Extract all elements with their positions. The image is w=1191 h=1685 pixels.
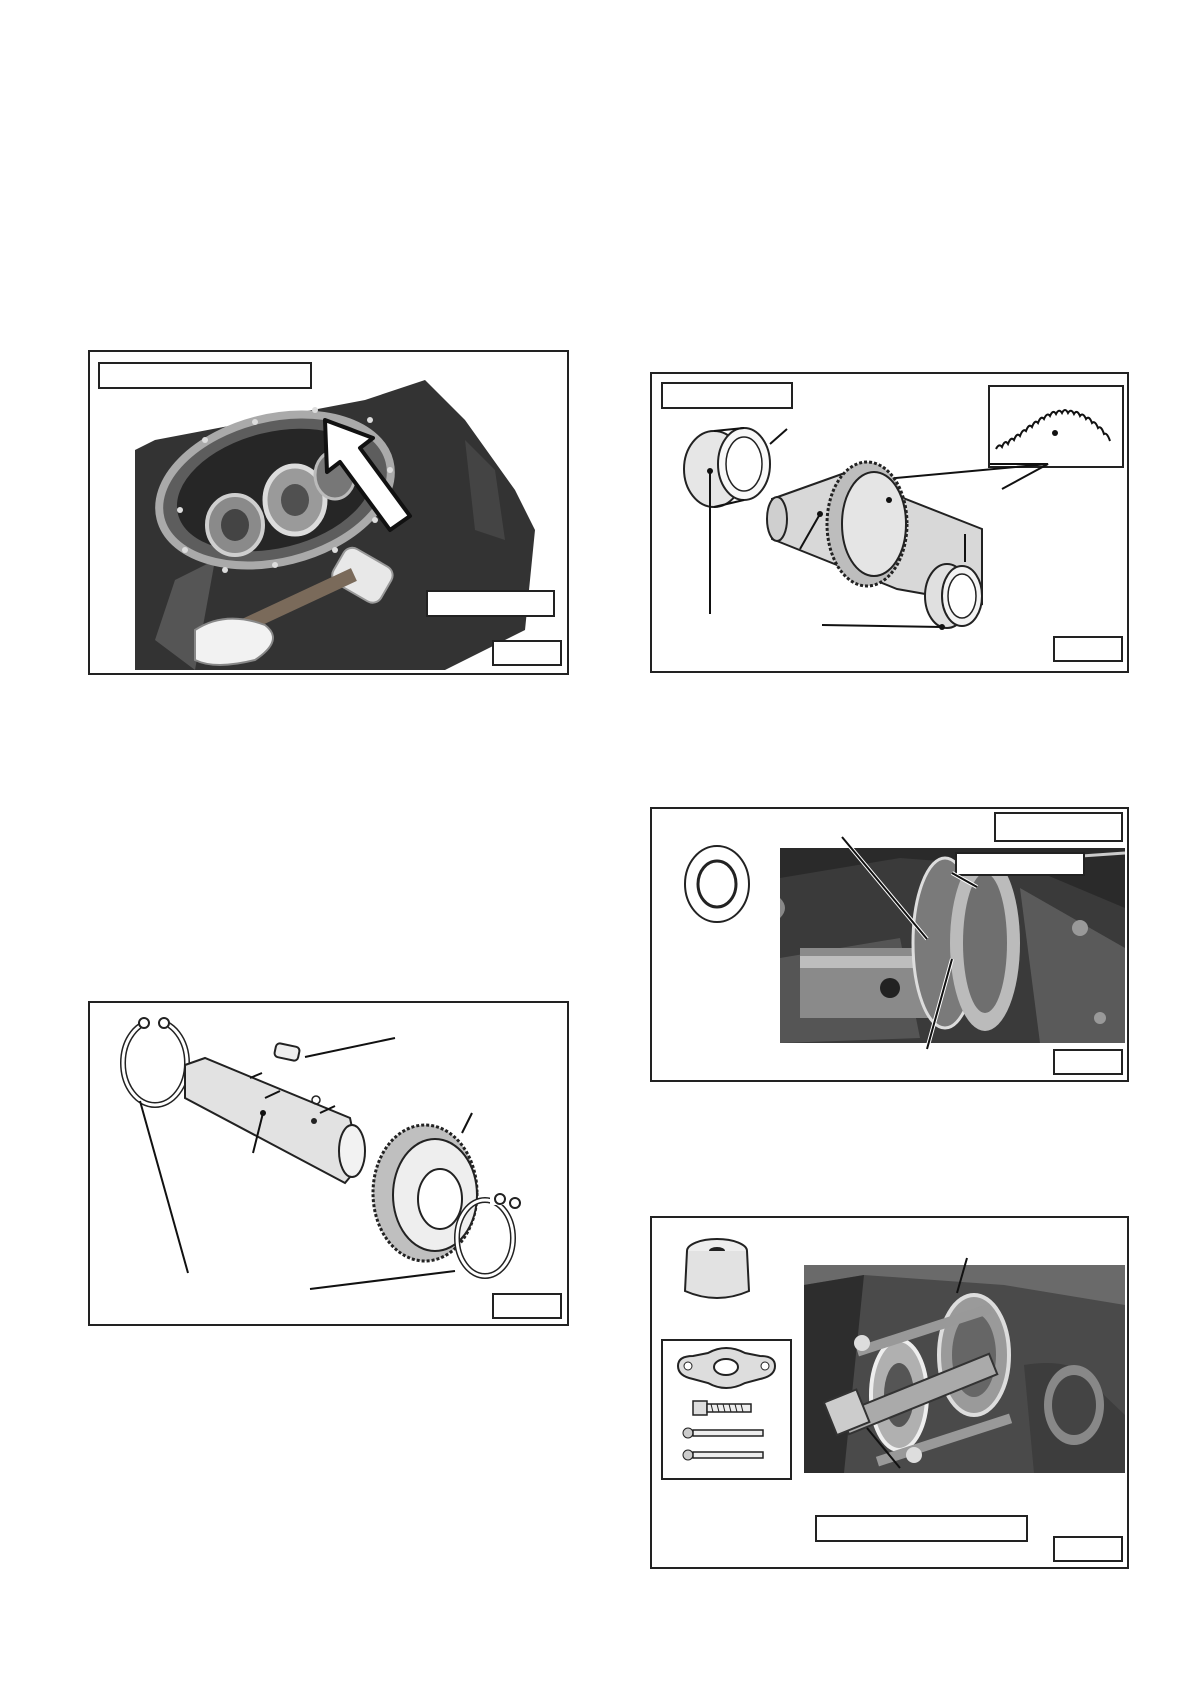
figure-number-box: [1053, 636, 1123, 662]
shaft-circlip-drawing: [90, 1003, 567, 1324]
figure-gear-shaft-bearings: [650, 372, 1129, 673]
gear-shaft-drawing: [652, 374, 1127, 671]
tool-kit-inset: [661, 1339, 792, 1480]
tool-callout-box: [426, 590, 555, 617]
puller-photo: [804, 1265, 1125, 1473]
gearbox-photo: [135, 380, 535, 670]
figure-number-box: [1053, 1536, 1123, 1562]
figure-number-box: [492, 1293, 562, 1319]
tool-caption-box: [815, 1515, 1028, 1542]
figure-gearbox-mallet: [88, 350, 569, 675]
seal-photo: [780, 848, 1125, 1043]
figure-number-box: [492, 640, 562, 666]
figure-shaft-seal: [650, 807, 1129, 1082]
photo-callout-box: [955, 852, 1085, 876]
adapter-icon: [677, 1233, 757, 1303]
figure-shaft-circlips: [88, 1001, 569, 1326]
puller-kit-drawing: [663, 1341, 790, 1478]
figure-bearing-puller: [650, 1216, 1129, 1569]
figure-caption-box: [994, 812, 1123, 842]
figure-number-box: [1053, 1049, 1123, 1075]
seal-ring-icon: [682, 844, 752, 924]
